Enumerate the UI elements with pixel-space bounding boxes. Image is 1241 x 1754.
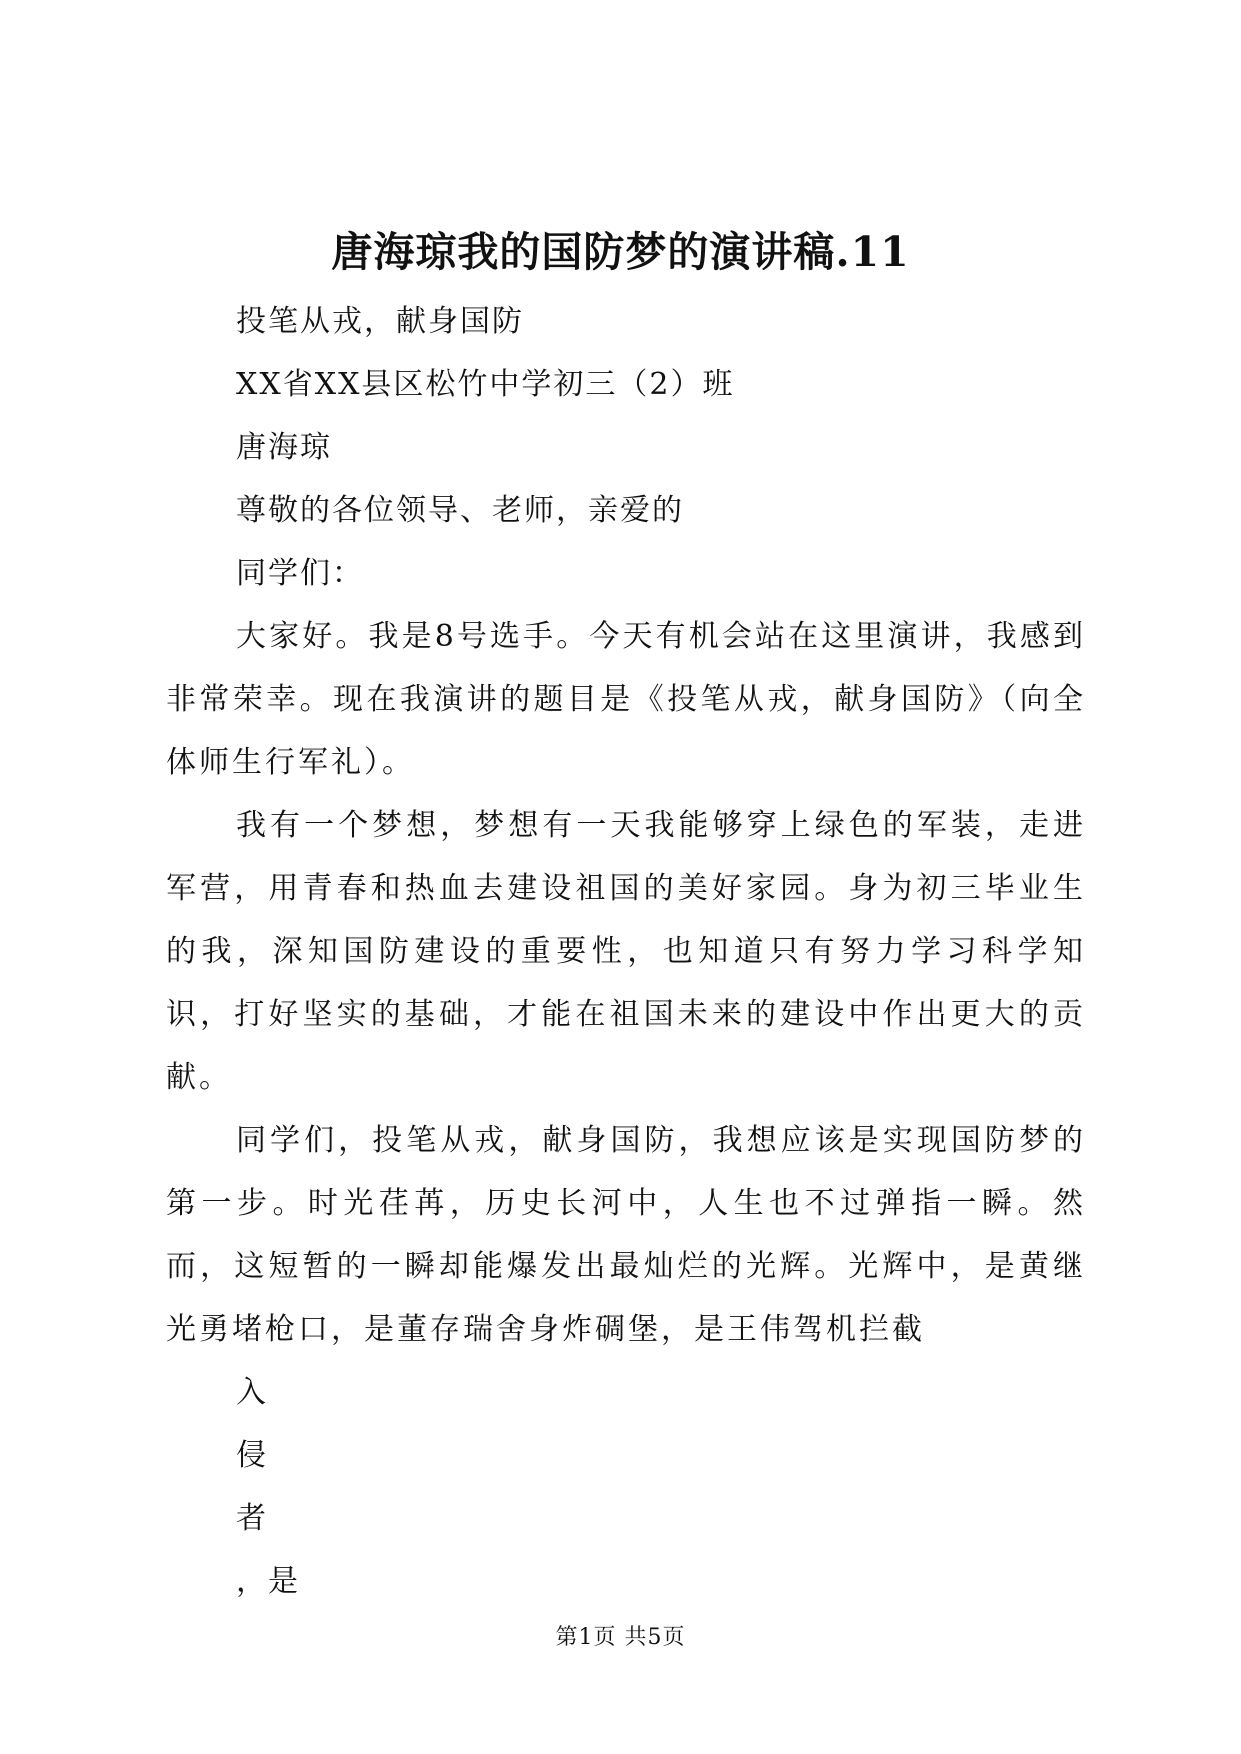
paragraph-1: 大家好。我是8号选手。今天有机会站在这里演讲，我感到非常荣幸。现在我演讲的题目是《投笔从戎，献身国防》（向全体师生行军礼）。 <box>166 619 1086 780</box>
fragment-line: 者 <box>236 1501 268 1536</box>
fragment-line: 入 <box>236 1375 268 1410</box>
greeting-line-1: 尊敬的各位领导、老师，亲爱的 <box>236 493 684 528</box>
author-name: 唐海琼 <box>236 430 332 465</box>
fragment-line: ，是 <box>236 1564 300 1599</box>
fragment-line: 侵 <box>236 1438 268 1473</box>
paragraph-3: 同学们，投笔从戎，献身国防，我想应该是实现国防梦的第一步。时光荏苒，历史长河中，人生也不过弹指一瞬。然而，这短暂的一瞬却能爆发出最灿烂的光辉。光辉中，是黄继光勇堵枪口，是董存瑞舍身炸碉堡，是王伟驾机拦截 <box>166 1123 1086 1347</box>
page-number-footer: 第1页 共5页 <box>555 1625 686 1650</box>
document-title: 唐海琼我的国防梦的演讲稿.11 <box>331 228 910 276</box>
speech-subtitle: 投笔从戎，献身国防 <box>236 304 524 339</box>
document-body <box>166 290 1086 1613</box>
school-class: XX省XX县区松竹中学初三（2）班 <box>236 367 735 402</box>
paragraph-2: 我有一个梦想，梦想有一天我能够穿上绿色的军装，走进军营，用青春和热血去建设祖国的美好家园。身为初三毕业生的我，深知国防建设的重要性，也知道只有努力学习科学知识，打好坚实的基础，才能在祖国未来的建设中作出更大的贡献。 <box>166 808 1086 1095</box>
greeting-line-2: 同学们： <box>236 556 364 591</box>
